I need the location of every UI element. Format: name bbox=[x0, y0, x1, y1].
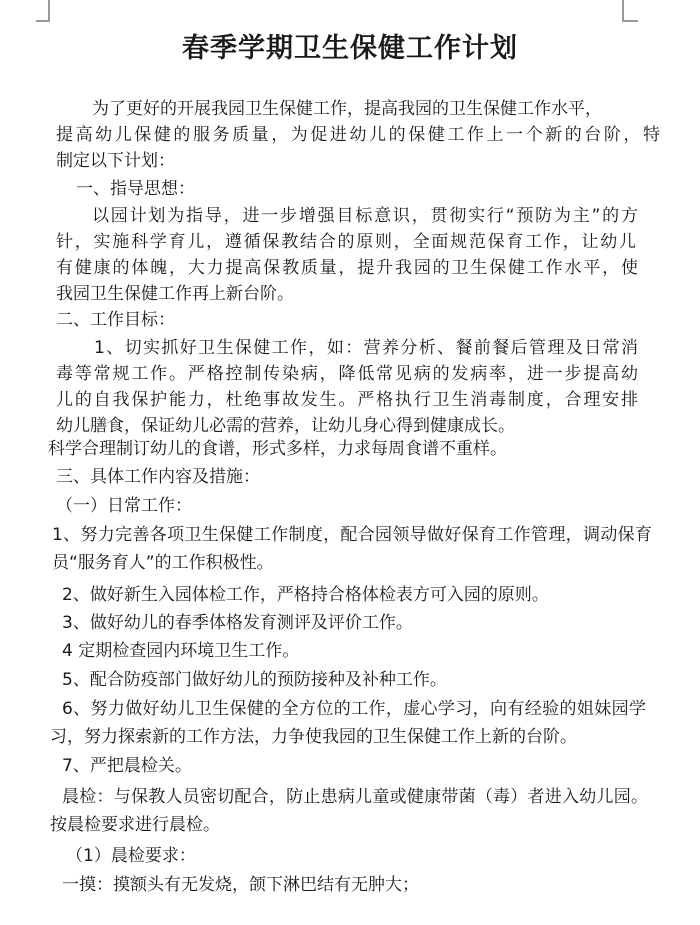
section-2-line-2: 毒等常规工作。严格控制传染病，降低常见病的发病率，进一步提高幼 bbox=[56, 364, 638, 384]
intro-line-3: 制定以下计划： bbox=[56, 151, 175, 171]
section-1-line-2: 针，实施科学育儿，遵循保教结合的原则，全面规范保育工作，让幼儿 bbox=[56, 232, 636, 252]
daily-item-4: 4 定期检查园内环境卫生工作。 bbox=[62, 641, 300, 661]
section-2-line-1: 1、切实抓好卫生保健工作，如：营养分析、餐前餐后管理及日常消 bbox=[94, 338, 638, 358]
page-corner-mark-left bbox=[36, 0, 50, 22]
morning-check-line-1: 晨检：与保教人员密切配合，防止患病儿童或健康带菌（毒）者进入幼儿园。 bbox=[62, 787, 648, 807]
section-2-heading: 二、工作目标： bbox=[56, 310, 175, 330]
morning-check-line-2: 按晨检要求进行晨检。 bbox=[50, 815, 220, 835]
section-2-line-3: 儿的自我保护能力，杜绝事故发生。严格执行卫生消毒制度，合理安排 bbox=[56, 390, 638, 410]
intro-line-2: 提高幼儿保健的服务质量，为促进幼儿的保健工作上一个新的台阶，特 bbox=[56, 125, 660, 145]
page-corner-mark-right bbox=[622, 0, 638, 22]
morning-check-requirements-heading: （1）晨检要求： bbox=[66, 846, 196, 866]
section-1-line-4: 我园卫生保健工作再上新台阶。 bbox=[56, 284, 294, 304]
daily-item-5: 5、配合防疫部门做好幼儿的预防接种及补种工作。 bbox=[62, 670, 447, 690]
section-2-line-4: 幼儿膳食，保证幼儿必需的营养，让幼儿身心得到健康成长。 bbox=[56, 416, 515, 436]
intro-line-1: 为了更好的开展我园卫生保健工作，提高我园的卫生保健工作水平， bbox=[92, 99, 602, 119]
daily-item-1-line-1: 1、努力完善各项卫生保健工作制度，配合园领导做好保育工作管理，调动保育 bbox=[52, 525, 652, 545]
section-1-line-3: 有健康的体魄，大力提高保教质量，提升我园的卫生保健工作水平，使 bbox=[56, 258, 638, 278]
daily-item-3: 3、做好幼儿的春季体格发育测评及评价工作。 bbox=[62, 613, 413, 633]
section-3-heading: 三、具体工作内容及措施： bbox=[56, 467, 260, 487]
section-1-line-1: 以园计划为指导，进一步增强目标意识，贯彻实行“预防为主”的方 bbox=[92, 206, 638, 226]
document-title: 春季学期卫生保健工作计划 bbox=[182, 33, 518, 64]
daily-item-6-line-1: 6、努力做好幼儿卫生保健的全方位的工作，虚心学习，向有经验的姐妹园学 bbox=[62, 699, 646, 719]
section-1-heading: 一、指导思想： bbox=[76, 179, 195, 199]
daily-item-7: 7、严把晨检关。 bbox=[62, 756, 192, 776]
daily-item-1-line-2: 员“服务育人”的工作积极性。 bbox=[52, 553, 274, 573]
daily-item-2: 2、做好新生入园体检工作，严格持合格体检表方可入园的原则。 bbox=[62, 585, 549, 605]
morning-check-touch-item: 一摸：摸额头有无发烧，颌下淋巴结有无肿大； bbox=[62, 875, 419, 895]
daily-item-6-line-2: 习，努力探索新的工作方法，力争使我园的卫生保健工作上新的台阶。 bbox=[50, 727, 577, 747]
section-2-line-5: 科学合理制订幼儿的食谱，形式多样，力求每周食谱不重样。 bbox=[48, 439, 507, 459]
subsection-daily-heading: （一）日常工作： bbox=[56, 496, 192, 516]
